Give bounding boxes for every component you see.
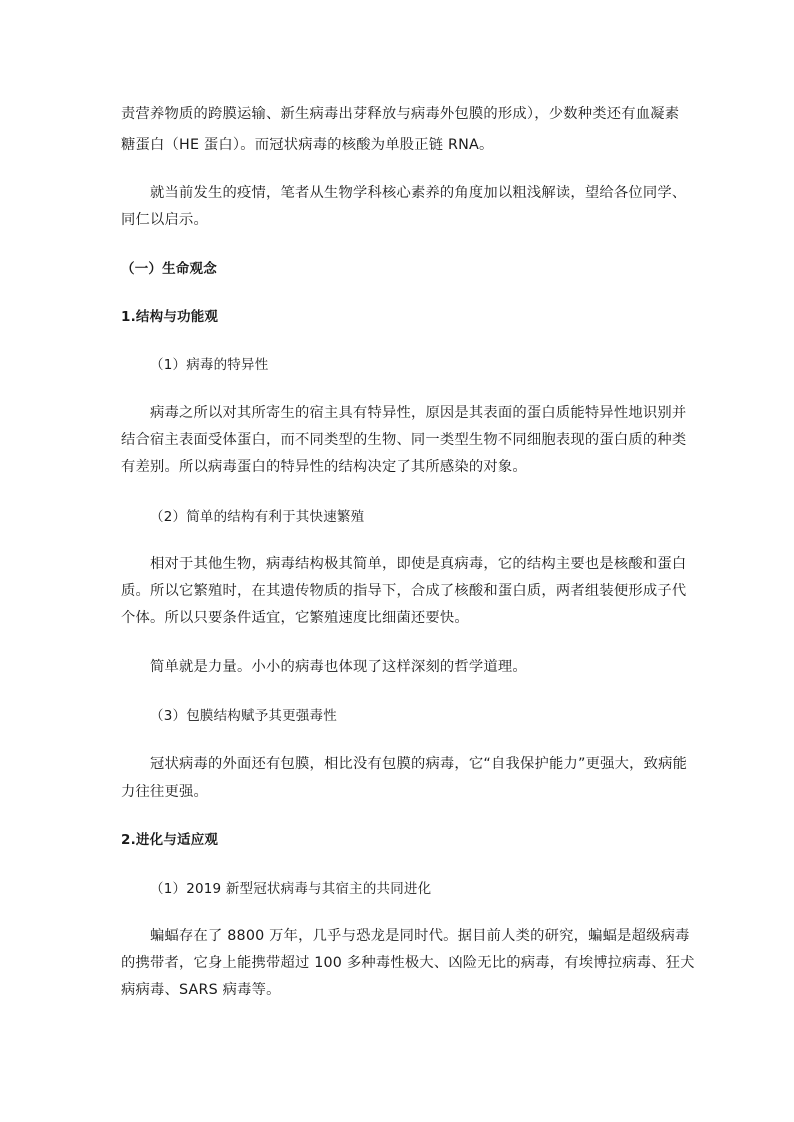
- subheading-envelope-structure: （3）包膜结构赋予其更强毒性: [150, 708, 337, 724]
- paragraph-7-line-1: 蝙蝠存在了 8800 万年，几乎与恐龙是同时代。据目前人类的研究，蝙蝠是超级病毒: [150, 928, 690, 944]
- heading-evolution-adaptation: 2.进化与适应观: [121, 832, 219, 848]
- section-heading-life-concept: （一）生命观念: [121, 261, 217, 277]
- paragraph-5-line-1: 简单就是力量。小小的病毒也体现了这样深刻的哲学道理。: [150, 659, 527, 675]
- subheading-virus-specificity: （1）病毒的特异性: [150, 357, 269, 373]
- paragraph-3-line-1: 病毒之所以对其所寄生的宿主具有特异性，原因是其表面的蛋白质能特异性地识别并: [150, 405, 687, 421]
- paragraph-2-line-1: 就当前发生的疫情，笔者从生物学科核心素养的角度加以粗浅解读，望给各位同学、: [150, 185, 687, 201]
- paragraph-1-line-2: 糖蛋白（HE 蛋白）。而冠状病毒的核酸为单股正链 RNA。: [121, 137, 494, 153]
- paragraph-6-line-2: 力往往更强。: [121, 784, 208, 800]
- paragraph-3-line-3: 有差别。所以病毒蛋白的特异性的结构决定了其所感染的对象。: [121, 459, 527, 475]
- paragraph-2-line-2: 同仁以启示。: [121, 212, 208, 228]
- subheading-coevolution: （1）2019 新型冠状病毒与其宿主的共同进化: [150, 881, 432, 897]
- heading-structure-function: 1.结构与功能观: [121, 309, 219, 325]
- paragraph-7-line-3: 病病毒、SARS 病毒等。: [121, 982, 281, 998]
- subheading-simple-structure: （2）简单的结构有利于其快速繁殖: [150, 509, 365, 525]
- paragraph-7-line-2: 的携带者，它身上能携带超过 100 多种毒性极大、凶险无比的病毒，有埃博拉病毒、狂犬: [121, 955, 695, 971]
- paragraph-4-line-2: 质。所以它繁殖时，在其遗传物质的指导下，合成了核酸和蛋白质，两者组装便形成子代: [121, 583, 687, 599]
- paragraph-4-line-3: 个体。所以只要条件适宜，它繁殖速度比细菌还要快。: [121, 610, 469, 626]
- paragraph-6-line-1: 冠状病毒的外面还有包膜，相比没有包膜的病毒，它“自我保护能力”更强大，致病能: [150, 756, 688, 772]
- paragraph-4-line-1: 相对于其他生物，病毒结构极其简单，即使是真病毒，它的结构主要也是核酸和蛋白: [150, 556, 687, 572]
- paragraph-3-line-2: 结合宿主表面受体蛋白，而不同类型的生物、同一类型生物不同细胞表现的蛋白质的种类: [121, 432, 687, 448]
- paragraph-1-line-1: 责营养物质的跨膜运输、新生病毒出芽释放与病毒外包膜的形成），少数种类还有血凝素: [121, 106, 680, 122]
